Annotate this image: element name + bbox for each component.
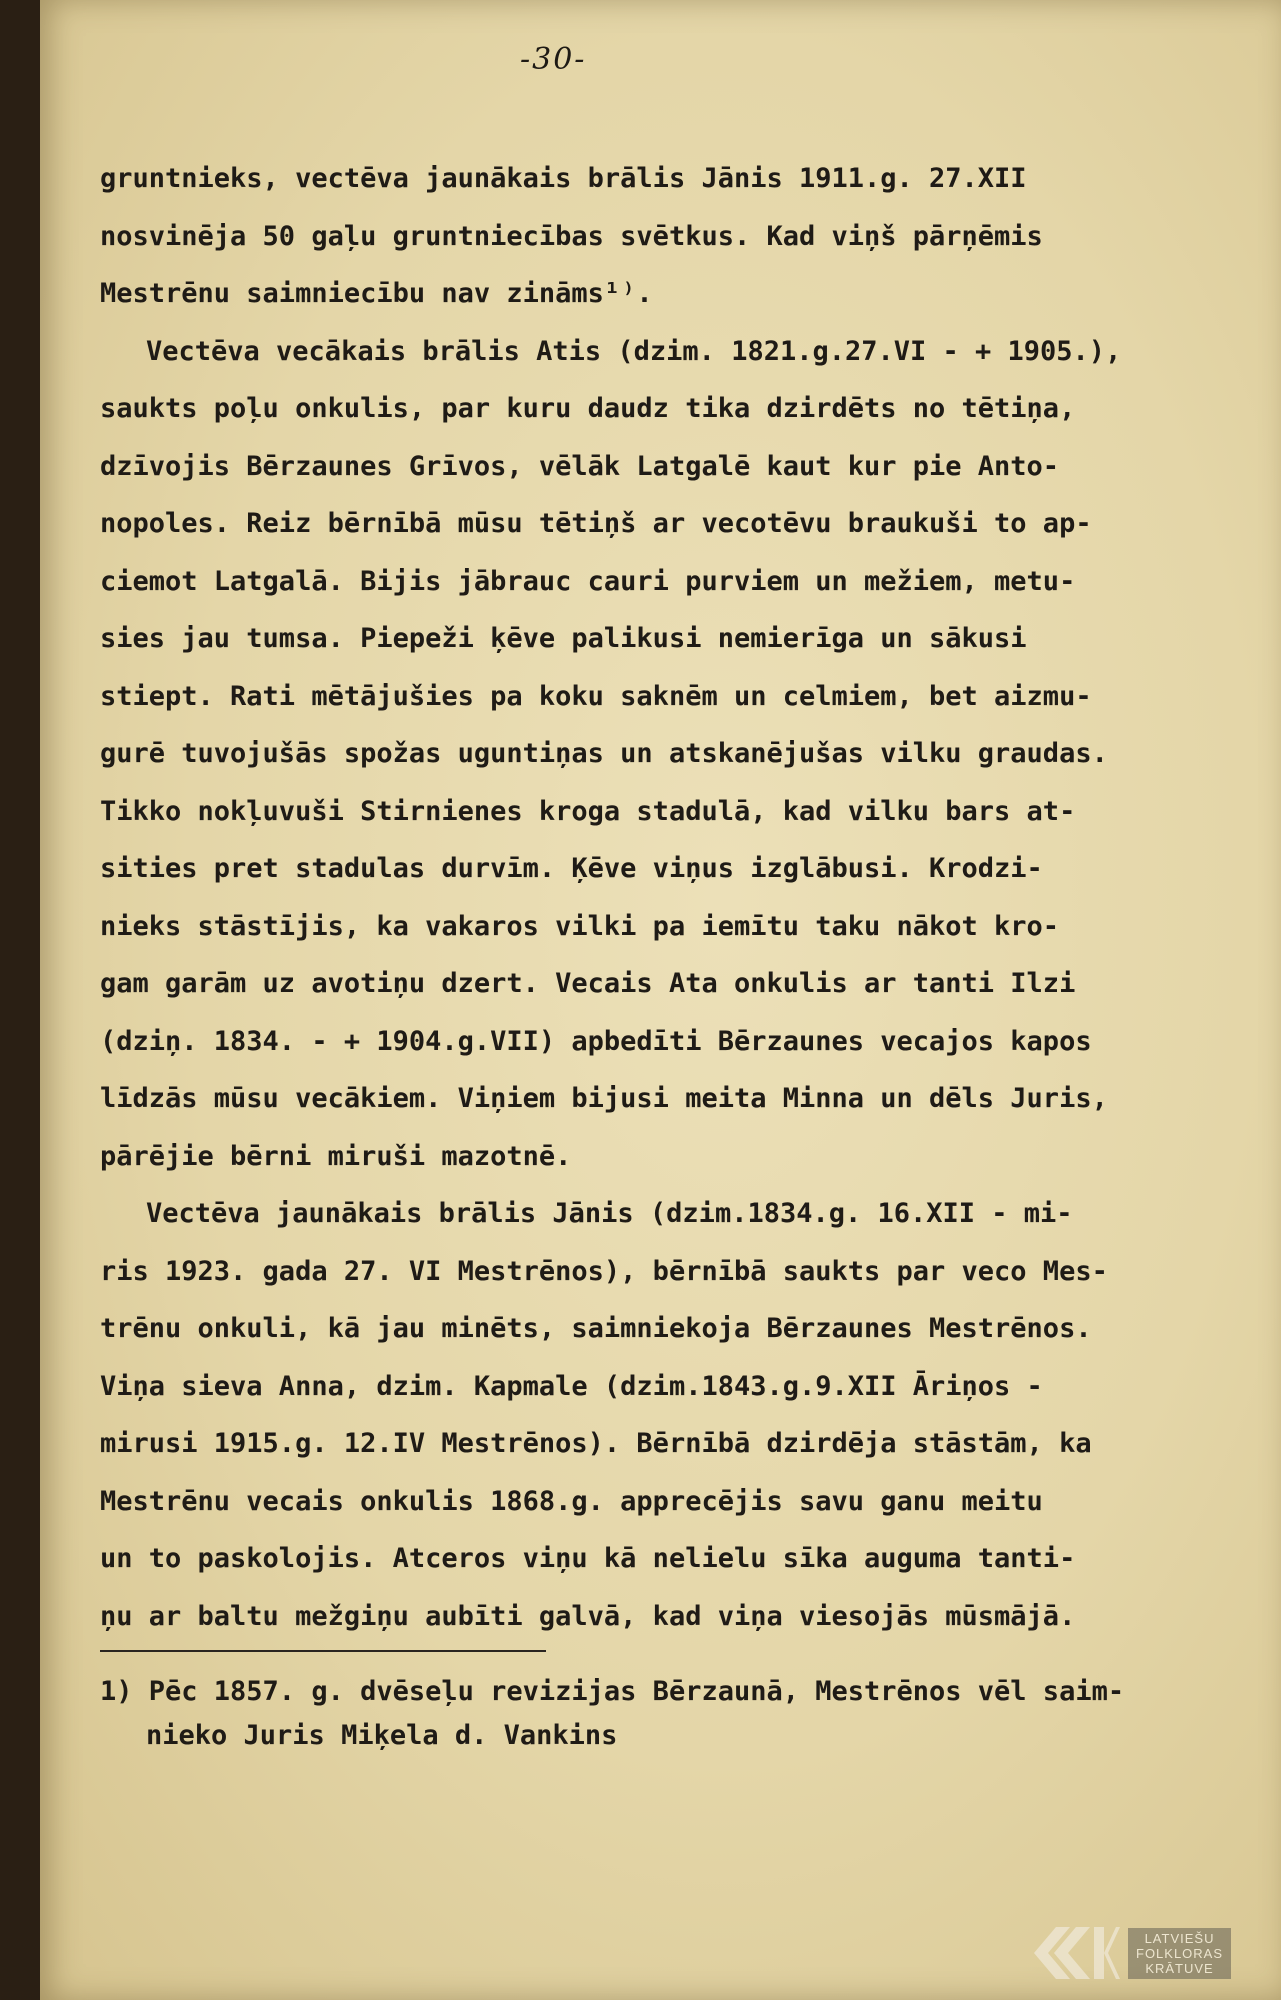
text-line: dzīvojis Bērzaunes Grīvos, vēlāk Latgalē kaut kur pie Anto-	[100, 450, 1060, 482]
text-line: līdzās mūsu vecākiem. Viņiem bijusi meita Minna un dēls Juris,	[100, 1083, 1108, 1114]
text-line: Vectēva jaunākais brālis Jānis (dzim.1834.g. 16.XII - mi-	[146, 1198, 1073, 1229]
text-line: Mestrēnu vecais onkulis 1868.g. apprecējis savu ganu meitu	[100, 1485, 1043, 1517]
text-line: stiept. Rati mētājušies pa koku saknēm un celmiem, bet aizmu-	[100, 680, 1092, 712]
text-line: mirusi 1915.g. 12.IV Mestrēnos). Bērnībā dzirdēja stāstām, ka	[100, 1428, 1092, 1459]
text-line: ņu ar baltu mežgiņu aubīti galvā, kad viņa viesojās mūsmājā.	[100, 1600, 1076, 1632]
text-line: nieks stāstījis, ka vakaros vilki pa iemītu taku nākot kro-	[100, 910, 1060, 942]
logo-line: KRĀTUVE	[1145, 1960, 1214, 1976]
footnote-divider	[100, 1650, 546, 1652]
text-line: un to paskolojis. Atceros viņu kā nelielu sīka auguma tanti-	[100, 1543, 1076, 1574]
logo-line: FOLKLORAS	[1136, 1945, 1224, 1961]
text-line: sities pret stadulas durvīm. Ķēve viņus izglābusi. Krodzi-	[100, 853, 1043, 884]
archive-logo-text	[1128, 1928, 1231, 1979]
text-line: nopoles. Reiz bērnībā mūsu tētiņš ar vecotēvu braukuši to ap-	[100, 508, 1092, 539]
text-line: saukts poļu onkulis, par kuru daudz tika dzirdēts no tētiņa,	[100, 393, 1076, 424]
archive-logo	[1030, 1918, 1268, 1988]
text-line: Viņa sieva Anna, dzim. Kapmale (dzim.1843.g.9.XII Āriņos -	[100, 1370, 1043, 1402]
footnote	[100, 1670, 1210, 1758]
document-page	[40, 0, 1281, 2000]
body-text	[100, 150, 1200, 1645]
text-line: gruntnieks, vectēva jaunākais brālis Jānis 1911.g. 27.XII	[100, 163, 1027, 194]
text-line: Tikko nokļuvuši Stirnienes kroga stadulā, kad vilku bars at-	[100, 795, 1076, 827]
footnote-line: nieko Juris Miķela d. Vankins	[146, 1720, 618, 1751]
lfk-chevron-logo-icon	[1030, 1923, 1120, 1983]
text-line: ciemot Latgalā. Bijis jābrauc cauri purviem un mežiem, metu-	[100, 565, 1076, 597]
text-line: ris 1923. gada 27. VI Mestrēnos), bērnībā saukts par veco Mes-	[100, 1255, 1108, 1287]
text-line: pārējie bērni miruši mazotnē.	[100, 1140, 572, 1172]
footnote-line: 1) Pēc 1857. g. dvēseļu revizijas Bērzaunā, Mestrēnos vēl saim-	[100, 1676, 1125, 1707]
text-line: trēnu onkuli, kā jau minēts, saimniekoja Bērzaunes Mestrēnos.	[100, 1313, 1092, 1344]
text-line: (dziņ. 1834. - + 1904.g.VII) apbedīti Bērzaunes vecajos kapos	[100, 1025, 1092, 1057]
logo-line: LATVIEŠU	[1144, 1930, 1215, 1946]
text-line: gam garām uz avotiņu dzert. Vecais Ata onkulis ar tanti Ilzi	[100, 968, 1076, 999]
text-line: gurē tuvojušās spožas uguntiņas un atskanējušas vilku graudas.	[100, 738, 1108, 769]
text-line: Vectēva vecākais brālis Atis (dzim. 1821.g.27.VI - + 1905.),	[146, 335, 1122, 367]
page-number: -30-	[520, 42, 587, 77]
text-line: nosvinēja 50 gaļu gruntniecības svētkus. Kad viņš pārņēmis	[100, 220, 1043, 252]
text-line: sies jau tumsa. Piepeži ķēve palikusi nemierīga un sākusi	[100, 623, 1027, 654]
text-line: Mestrēnu saimniecību nav zināms¹⁾.	[100, 278, 653, 309]
